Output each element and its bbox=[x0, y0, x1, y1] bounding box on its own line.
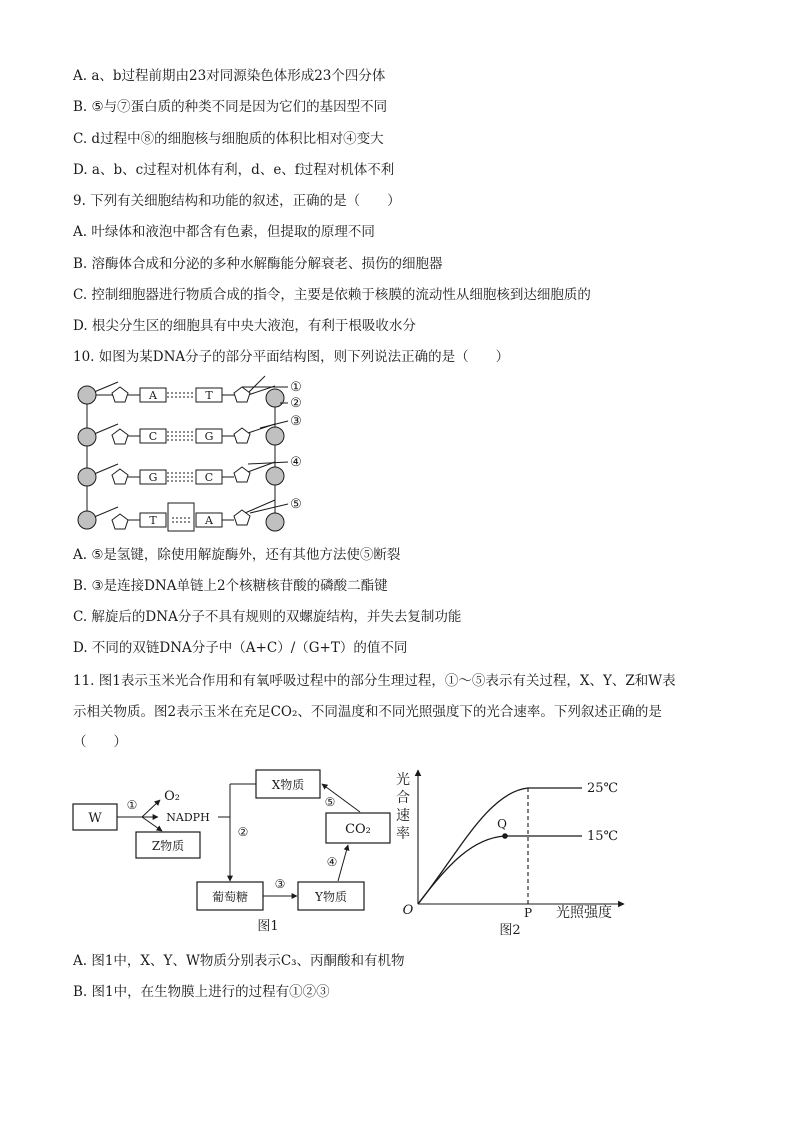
q-label: Q bbox=[497, 817, 507, 831]
dna-structure-diagram bbox=[70, 372, 320, 537]
q8-option-d: D. a、b、c过程对机体有利，d、e、f过程对机体不利 bbox=[73, 162, 395, 178]
series-15c-label: 15℃ bbox=[587, 829, 619, 844]
xlabel: 光照强度 bbox=[556, 905, 612, 921]
label-5: ⑤ bbox=[290, 497, 302, 512]
label-2: ② bbox=[290, 396, 302, 411]
q9-option-b: B. 溶酶体合成和分泌的多种水解酶能分解衰老、损伤的细胞器 bbox=[73, 256, 443, 272]
q9-stem: 9. 下列有关细胞结构和功能的叙述，正确的是（ ） bbox=[73, 193, 401, 209]
q-point bbox=[502, 833, 508, 839]
series-25c-label: 25℃ bbox=[587, 781, 619, 796]
q8-option-a: A. a、b过程前期由23对同源染色体形成23个四分体 bbox=[73, 68, 386, 84]
label-4: ④ bbox=[290, 455, 302, 470]
step5-label: ⑤ bbox=[324, 795, 336, 809]
co2-label: CO₂ bbox=[345, 822, 371, 837]
q9-option-d: D. 根尖分生区的细胞具有中央大液泡，有利于根吸收水分 bbox=[73, 318, 416, 334]
ylabel-char-3: 速 bbox=[396, 808, 410, 824]
q11-stem-line2: 示相关物质。图2表示玉米在充足CO₂、不同温度和不同光照强度下的光合速率。下列叙述正确的是 bbox=[73, 704, 662, 720]
q10-option-a: A. ⑤是氢键，除使用解旋酶外，还有其他方法使⑤断裂 bbox=[73, 547, 401, 563]
step4-label: ④ bbox=[326, 855, 338, 869]
p-label: P bbox=[523, 906, 533, 920]
left-base-4: T bbox=[149, 514, 157, 527]
right-base-2: G bbox=[204, 430, 214, 443]
figure1-caption: 图1 bbox=[257, 919, 279, 934]
left-base-2: C bbox=[148, 430, 158, 443]
q11-option-a: A. 图1中，X、Y、W物质分别表示C₃、丙酮酸和有机物 bbox=[73, 953, 405, 969]
origin-label: O bbox=[402, 903, 414, 918]
left-base-3: G bbox=[148, 471, 158, 484]
q9-option-a: A. 叶绿体和液泡中都含有色素，但提取的原理不同 bbox=[73, 224, 375, 240]
z-substance-label: Z物质 bbox=[151, 839, 185, 853]
w-label: W bbox=[88, 811, 102, 826]
curve-25c bbox=[418, 788, 582, 904]
q11-stem-line1: 11. 图1表示玉米光合作用和有氧呼吸过程中的部分生理过程，①～⑤表示有关过程，X、Y、Z和W表 bbox=[73, 673, 676, 689]
q10-stem: 10. 如图为某DNA分子的部分平面结构图，则下列说法正确的是（ ） bbox=[73, 349, 510, 365]
right-base-1: T bbox=[205, 389, 213, 402]
q10-option-c: C. 解旋后的DNA分子不具有规则的双螺旋结构，并失去复制功能 bbox=[73, 609, 462, 625]
q11-option-b: B. 图1中，在生物膜上进行的过程有①②③ bbox=[73, 984, 330, 1000]
x-substance-label: X物质 bbox=[271, 778, 305, 792]
q11-stem-line3: （ ） bbox=[73, 734, 127, 750]
figure2-rate-graph bbox=[388, 764, 634, 944]
q8-option-b: B. ⑤与⑦蛋白质的种类不同是因为它们的基因型不同 bbox=[73, 99, 388, 115]
right-base-4: A bbox=[205, 514, 213, 527]
q9-option-c: C. 控制细胞器进行物质合成的指令，主要是依赖于核膜的流动性从细胞核到达细胞质的 bbox=[73, 287, 591, 303]
glucose-label: 葡萄糖 bbox=[211, 890, 249, 904]
step2-label: ② bbox=[237, 825, 249, 839]
q8-option-c: C. d过程中⑧的细胞核与细胞质的体积比相对④变大 bbox=[73, 131, 384, 147]
figure1-process-diagram bbox=[70, 764, 400, 936]
left-base-1: A bbox=[149, 389, 157, 402]
q10-option-b: B. ③是连接DNA单链上2个核糖核苷酸的磷酸二酯键 bbox=[73, 578, 388, 594]
step1-label: ① bbox=[126, 798, 138, 812]
figure2-caption: 图2 bbox=[499, 923, 521, 938]
nadph-label: NADPH bbox=[166, 811, 210, 824]
ylabel-char-2: 合 bbox=[396, 790, 410, 806]
label-1: ① bbox=[290, 380, 302, 395]
ylabel-char-1: 光 bbox=[396, 772, 410, 788]
step3-label: ③ bbox=[274, 877, 286, 891]
ylabel-char-4: 率 bbox=[396, 826, 410, 842]
label-3: ③ bbox=[290, 414, 302, 429]
y-substance-label: Y物质 bbox=[315, 890, 347, 904]
o2-label: O₂ bbox=[164, 789, 180, 804]
q10-option-d: D. 不同的双链DNA分子中（A+C）/（G+T）的值不同 bbox=[73, 640, 408, 656]
right-base-3: C bbox=[204, 471, 214, 484]
